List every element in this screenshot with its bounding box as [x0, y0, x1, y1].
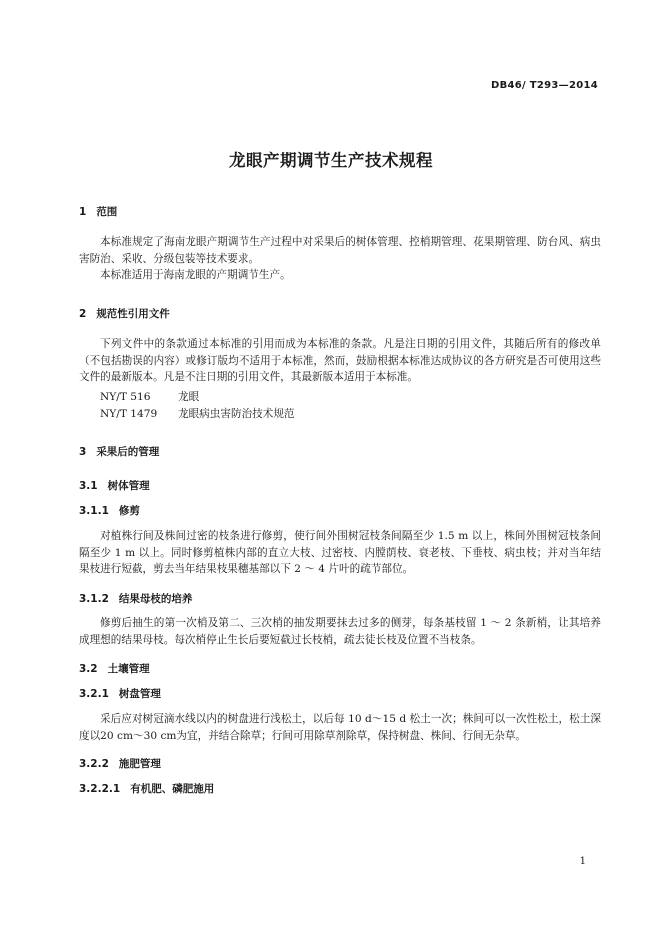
paragraph-references: 下列文件中的条款通过本标准的引用而成为本标准的条款。凡是注日期的引用文件，其随后所有的修改单（不包括勘误的内容）或修订版均不适用于本标准，然而，鼓励根据本标准达成协议的各方研究是否可使用这些文件的最新版本。凡是不注日期的引用文件，其最新版本适用于本标准。 [79, 338, 601, 383]
section-number: 3.2.2.1 [79, 783, 121, 795]
section-number: 1 [79, 206, 87, 218]
section-title: 树盘管理 [118, 688, 161, 700]
section-title: 采果后的管理 [96, 446, 160, 458]
section-heading-3-1 [79, 478, 150, 493]
section-title: 有机肥、磷肥施用 [130, 783, 215, 795]
section-number: 3 [79, 446, 87, 458]
section-heading-1 [79, 204, 117, 219]
section-number: 2 [79, 308, 87, 320]
document-title: 龙眼产期调节生产技术规程 [229, 151, 433, 170]
section-number: 3.1.1 [79, 505, 109, 517]
page-number: 1 [579, 856, 586, 867]
section-heading-3-2-2 [79, 756, 161, 771]
section-heading-3 [79, 444, 159, 459]
reference-code: NY/T 516 [100, 391, 151, 403]
section-title: 土壤管理 [107, 663, 150, 675]
section-heading-3-1-2 [79, 591, 192, 606]
paragraph-scope-2: 本标准适用于海南龙眼的产期调节生产。 [100, 269, 291, 281]
reference-item [100, 406, 295, 421]
section-title: 规范性引用文件 [96, 308, 170, 320]
section-heading-2 [79, 306, 170, 321]
standard-number: DB46/ T293—2014 [491, 80, 598, 91]
reference-name: 龙眼病虫害防治技术规范 [178, 408, 295, 420]
section-number: 3.2.2 [79, 758, 109, 770]
section-title: 树体管理 [107, 480, 150, 492]
reference-code: NY/T 1479 [100, 408, 158, 420]
section-title: 施肥管理 [118, 758, 161, 770]
section-number: 3.1.2 [79, 593, 109, 605]
reference-item [100, 389, 199, 404]
section-title: 结果母枝的培养 [118, 593, 193, 605]
section-title: 修剪 [118, 505, 140, 517]
paragraph-scope-1: 本标准规定了海南龙眼产期调节生产过程中对采果后的树体管理、控梢期管理、花果期管理、防台风、病虫害防治、采收、分级包装等技术要求。 [79, 236, 601, 265]
paragraph-tree-disc: 采后应对树冠滴水线以内的树盘进行浅松土，以后每 10 d～15 d 松土一次；株间可以一次性松土，松土深度以20 cm～30 cm为宜，并结合除草；行间可用除草剂除草，保持树盘、株间、行间无杂草。 [79, 713, 601, 742]
section-heading-3-2-1 [79, 686, 161, 701]
reference-name: 龙眼 [178, 391, 200, 403]
section-heading-3-1-1 [79, 503, 140, 518]
paragraph-pruning: 对植株行间及株间过密的枝条进行修剪，使行间外围树冠枝条间隔至少 1.5 m 以上，株间外围树冠枝条间隔至少 1 m 以上。同时修剪植株内部的直立大枝、过密枝、内膛荫枝、衰老枝、下垂枝、病虫枝；并对当年结果枝进行短截，剪去当年结果枝果穗基部以下 2 ～ 4 片叶的疏节部位。 [79, 530, 601, 575]
section-title: 范围 [96, 206, 118, 218]
section-heading-3-2-2-1 [79, 781, 214, 796]
section-number: 3.2 [79, 663, 98, 675]
section-number: 3.2.1 [79, 688, 109, 700]
section-heading-3-2 [79, 661, 150, 676]
paragraph-mother-branch: 修剪后抽生的第一次梢及第二、三次梢的抽发期要抹去过多的侧芽，每条基枝留 1 ～ 2 条新梢，让其培养成理想的结果母枝。每次梢停止生长后要短截过长枝梢，疏去徒长枝及位置不当枝条。 [79, 617, 601, 646]
section-number: 3.1 [79, 480, 98, 492]
